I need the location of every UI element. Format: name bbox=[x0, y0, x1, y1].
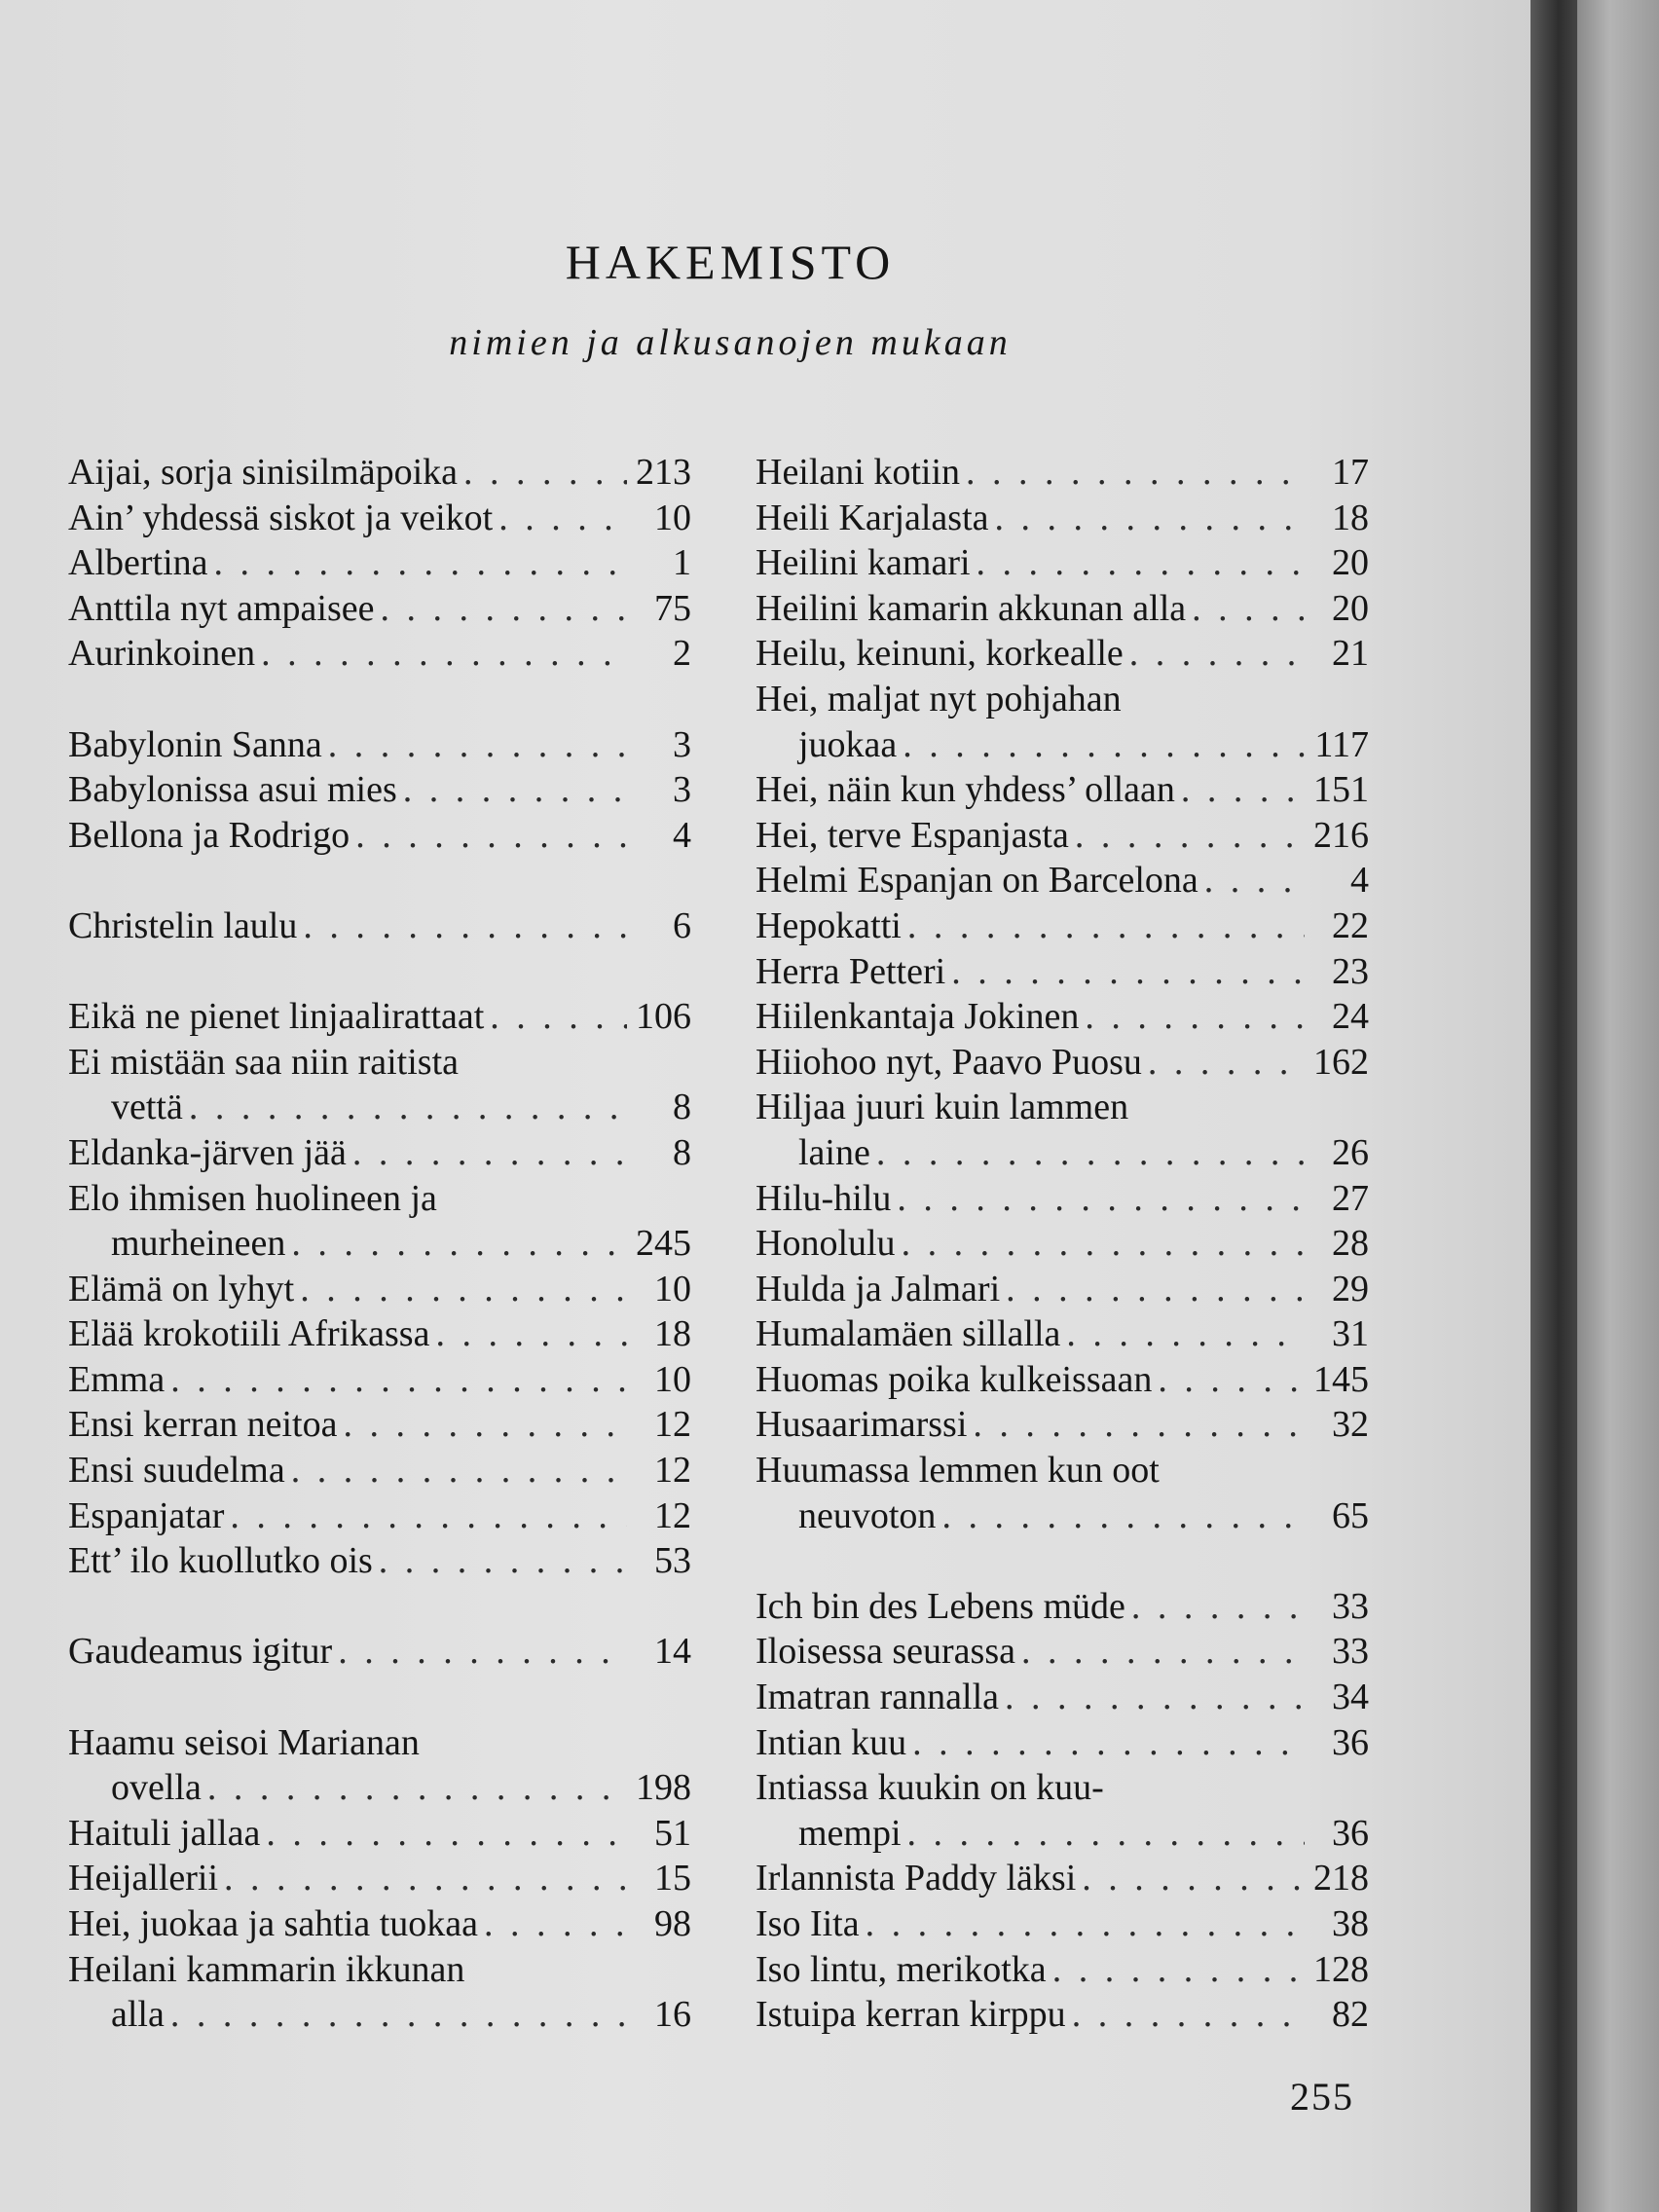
index-entry bbox=[756, 1992, 1369, 2038]
entry-page-number: 16 bbox=[654, 1994, 691, 2036]
entry-page-number: 20 bbox=[1332, 587, 1369, 629]
index-entry bbox=[756, 496, 1369, 541]
dot-leader bbox=[907, 903, 1305, 949]
dot-leader bbox=[189, 1085, 627, 1130]
entry-title: Intiassa kuukin on kuu- bbox=[756, 1767, 1104, 1809]
entry-title: Hulda ja Jalmari bbox=[756, 1268, 1001, 1309]
index-entry bbox=[68, 767, 691, 813]
dot-leader bbox=[338, 1629, 627, 1675]
entry-page-number: 1 bbox=[673, 542, 691, 584]
entry-page-number: 8 bbox=[673, 1131, 691, 1173]
entry-title: Hei, maljat nyt pohjahan bbox=[756, 678, 1122, 719]
entry-title: Heili Karjalasta bbox=[756, 497, 989, 538]
entry-page-number: 4 bbox=[1350, 860, 1369, 902]
entry-title: laine bbox=[798, 1131, 870, 1173]
entry-page-number: 33 bbox=[1332, 1631, 1369, 1673]
entry-page-number: 2 bbox=[673, 633, 691, 675]
entry-title: Bellona ja Rodrigo bbox=[68, 814, 350, 856]
page-title: HAKEMISTO bbox=[565, 235, 896, 289]
index-entry bbox=[756, 858, 1369, 903]
entry-page-number: 33 bbox=[1332, 1585, 1369, 1627]
dot-leader bbox=[1082, 1856, 1305, 1901]
entry-page-number: 27 bbox=[1332, 1177, 1369, 1219]
index-entry bbox=[68, 1402, 691, 1448]
index-entry bbox=[756, 1176, 1369, 1222]
entry-page-number: 4 bbox=[673, 814, 691, 856]
entry-page-number: 75 bbox=[654, 587, 691, 629]
dot-leader bbox=[498, 496, 627, 541]
dot-leader bbox=[224, 1856, 627, 1901]
entry-title: Humalamäen sillalla bbox=[756, 1313, 1061, 1355]
entry-page-number: 12 bbox=[654, 1404, 691, 1446]
entry-title: Aurinkoinen bbox=[68, 633, 256, 675]
entry-page-number: 36 bbox=[1332, 1721, 1369, 1763]
index-entry bbox=[756, 767, 1369, 813]
index-entry bbox=[68, 631, 691, 677]
entry-title: Haituli jallaa bbox=[68, 1812, 261, 1854]
dot-leader bbox=[977, 540, 1305, 586]
index-entry bbox=[756, 722, 1369, 768]
dot-leader bbox=[170, 1357, 627, 1403]
index-entry bbox=[756, 450, 1369, 496]
dot-leader bbox=[1192, 586, 1305, 632]
entry-title: Albertina bbox=[68, 542, 208, 584]
index-entry bbox=[68, 1992, 691, 2038]
entry-title: Imatran rannalla bbox=[756, 1677, 1000, 1718]
dot-leader bbox=[907, 1811, 1305, 1857]
dot-leader bbox=[1181, 767, 1305, 813]
entry-title: Hei, näin kun yhdess’ ollaan bbox=[756, 769, 1175, 811]
index-entry bbox=[756, 1629, 1369, 1675]
dot-leader bbox=[355, 813, 627, 859]
entry-page-number: 82 bbox=[1332, 1994, 1369, 2036]
entry-page-number: 145 bbox=[1313, 1358, 1369, 1400]
entry-page-number: 20 bbox=[1332, 542, 1369, 584]
dot-leader bbox=[903, 722, 1305, 768]
index-entry bbox=[68, 1311, 691, 1357]
entry-title: Gaudeamus igitur bbox=[68, 1631, 333, 1673]
dot-leader bbox=[1066, 1311, 1305, 1357]
dot-leader bbox=[866, 1901, 1305, 1947]
dot-leader bbox=[912, 1720, 1305, 1766]
index-entry bbox=[68, 1629, 691, 1675]
index-entry bbox=[756, 1357, 1369, 1403]
entry-page-number: 162 bbox=[1313, 1041, 1369, 1083]
index-entry bbox=[756, 1130, 1369, 1176]
index-entry bbox=[68, 1040, 691, 1086]
index-entry bbox=[68, 1811, 691, 1857]
entry-title: Elämä on lyhyt bbox=[68, 1268, 295, 1309]
dot-leader bbox=[214, 540, 627, 586]
entry-page-number: 18 bbox=[654, 1313, 691, 1355]
entry-page-number: 26 bbox=[1332, 1131, 1369, 1173]
index-entry bbox=[756, 586, 1369, 632]
entry-page-number: 10 bbox=[654, 497, 691, 538]
entry-page-number: 65 bbox=[1332, 1494, 1369, 1536]
dot-leader bbox=[230, 1493, 627, 1539]
index-entry bbox=[68, 1448, 691, 1493]
index-entry bbox=[756, 1765, 1369, 1811]
entry-title: Hiilenkantaja Jokinen bbox=[756, 996, 1080, 1038]
page-number: 255 bbox=[1290, 2075, 1354, 2119]
index-entry bbox=[756, 1221, 1369, 1267]
entry-title: Babylonissa asui mies bbox=[68, 769, 397, 811]
entry-page-number: 24 bbox=[1332, 996, 1369, 1038]
dot-leader bbox=[1006, 1267, 1305, 1312]
entry-page-number: 151 bbox=[1313, 769, 1369, 811]
entry-title: Emma bbox=[68, 1358, 166, 1400]
index-entry bbox=[68, 1176, 691, 1222]
entry-title: Hilu-hilu bbox=[756, 1177, 892, 1219]
entry-title: Hiljaa juuri kuin lammen bbox=[756, 1087, 1129, 1128]
index-entry bbox=[756, 994, 1369, 1040]
index-entry bbox=[756, 1493, 1369, 1539]
index-entry bbox=[756, 1402, 1369, 1448]
index-entry bbox=[68, 1221, 691, 1267]
entry-page-number: 98 bbox=[654, 1903, 691, 1944]
entry-title: Huumassa lemmen kun oot bbox=[756, 1450, 1160, 1492]
entry-page-number: 3 bbox=[673, 769, 691, 811]
index-entry bbox=[68, 1856, 691, 1901]
entry-page-number: 23 bbox=[1332, 950, 1369, 992]
dot-leader bbox=[266, 1811, 627, 1857]
dot-leader bbox=[343, 1402, 627, 1448]
entry-title: Iloisessa seurassa bbox=[756, 1631, 1015, 1673]
dot-leader bbox=[876, 1130, 1305, 1176]
entry-page-number: 36 bbox=[1332, 1812, 1369, 1854]
index-entry bbox=[756, 1675, 1369, 1720]
entry-title: Espanjatar bbox=[68, 1494, 225, 1536]
dot-leader bbox=[380, 586, 627, 632]
entry-page-number: 28 bbox=[1332, 1223, 1369, 1265]
book-cover-board bbox=[1577, 0, 1659, 2212]
index-entry bbox=[68, 1085, 691, 1130]
dot-leader bbox=[352, 1130, 627, 1176]
entry-title: Ain’ yhdessä siskot ja veikot bbox=[68, 497, 494, 538]
entry-title: alla bbox=[111, 1994, 165, 2036]
index-entry bbox=[68, 722, 691, 768]
entry-title: Eikä ne pienet linjaalirattaat bbox=[68, 996, 485, 1038]
entry-page-number: 10 bbox=[654, 1268, 691, 1309]
index-entry bbox=[756, 813, 1369, 859]
index-entry bbox=[68, 1357, 691, 1403]
dot-leader bbox=[261, 631, 627, 677]
entry-title: Heilini kamari bbox=[756, 542, 971, 584]
index-entry bbox=[756, 631, 1369, 677]
entry-title: Iso Iita bbox=[756, 1903, 860, 1944]
entry-page-number: 6 bbox=[673, 904, 691, 946]
entry-page-number: 32 bbox=[1332, 1404, 1369, 1446]
index-entry bbox=[756, 1856, 1369, 1901]
entry-title: Ich bin des Lebens müde bbox=[756, 1585, 1125, 1627]
entry-title: Haamu seisoi Marianan bbox=[68, 1721, 420, 1763]
index-entry bbox=[68, 1267, 691, 1312]
entry-page-number: 245 bbox=[636, 1223, 691, 1265]
dot-leader bbox=[170, 1992, 627, 2038]
dot-leader bbox=[941, 1493, 1305, 1539]
entry-title: Hiiohoo nyt, Paavo Puosu bbox=[756, 1041, 1142, 1083]
dot-leader bbox=[966, 450, 1305, 496]
dot-leader bbox=[1005, 1675, 1305, 1720]
entry-title: mempi bbox=[798, 1812, 902, 1854]
dot-leader bbox=[1129, 631, 1305, 677]
entry-page-number: 198 bbox=[636, 1767, 691, 1809]
index-column-right bbox=[756, 450, 1369, 2038]
entry-title: Elää krokotiili Afrikassa bbox=[68, 1313, 430, 1355]
dot-leader bbox=[1052, 1947, 1305, 1993]
entry-title: Heilani kammarin ikkunan bbox=[68, 1948, 465, 1990]
entry-title: ovella bbox=[111, 1767, 202, 1809]
index-column-left bbox=[68, 450, 691, 2038]
entry-title: Anttila nyt ampaisee bbox=[68, 587, 375, 629]
index-entry bbox=[68, 813, 691, 859]
entry-page-number: 21 bbox=[1332, 633, 1369, 675]
dot-leader bbox=[303, 903, 627, 949]
index-entry bbox=[756, 1448, 1369, 1493]
entry-title: Intian kuu bbox=[756, 1721, 907, 1763]
index-entry bbox=[68, 903, 691, 949]
entry-page-number: 17 bbox=[1332, 452, 1369, 493]
entry-page-number: 29 bbox=[1332, 1268, 1369, 1309]
index-entry bbox=[756, 903, 1369, 949]
entry-title: Heijallerii bbox=[68, 1858, 219, 1899]
entry-title: Herra Petteri bbox=[756, 950, 946, 992]
index-entry bbox=[68, 1538, 691, 1584]
dot-leader bbox=[1148, 1040, 1305, 1086]
page-subtitle: nimien ja alkusanojen mukaan bbox=[449, 322, 1012, 363]
dot-leader bbox=[435, 1311, 627, 1357]
entry-title: Heilini kamarin akkunan alla bbox=[756, 587, 1187, 629]
dot-leader bbox=[291, 1448, 627, 1493]
entry-title: Elo ihmisen huolineen ja bbox=[68, 1177, 437, 1219]
entry-title: Honolulu bbox=[756, 1223, 896, 1265]
dot-leader bbox=[1085, 994, 1305, 1040]
index-entry bbox=[756, 1720, 1369, 1766]
index-entry bbox=[68, 1765, 691, 1811]
entry-title: Ett’ ilo kuollutko ois bbox=[68, 1540, 373, 1582]
entry-title: Heilu, keinuni, korkealle bbox=[756, 633, 1124, 675]
dot-leader bbox=[902, 1221, 1305, 1267]
index-entry bbox=[756, 1267, 1369, 1312]
entry-page-number: 213 bbox=[636, 452, 691, 493]
entry-page-number: 18 bbox=[1332, 497, 1369, 538]
entry-title: Iso lintu, merikotka bbox=[756, 1948, 1047, 1990]
entry-page-number: 38 bbox=[1332, 1903, 1369, 1944]
index-entry bbox=[756, 1947, 1369, 1993]
entry-title: Hepokatti bbox=[756, 904, 902, 946]
index-entry bbox=[68, 1720, 691, 1766]
index-entry bbox=[756, 677, 1369, 722]
index-entry bbox=[68, 450, 691, 496]
dot-leader bbox=[463, 450, 627, 496]
entry-page-number: 22 bbox=[1332, 904, 1369, 946]
entry-title: Ei mistään saa niin raitista bbox=[68, 1041, 460, 1083]
index-entry bbox=[68, 586, 691, 632]
entry-title: Hei, juokaa ja sahtia tuokaa bbox=[68, 1903, 479, 1944]
dot-leader bbox=[1131, 1584, 1305, 1630]
entry-page-number: 12 bbox=[654, 1494, 691, 1536]
dot-leader bbox=[973, 1402, 1305, 1448]
index-entry bbox=[68, 1493, 691, 1539]
entry-title: Ensi kerran neitoa bbox=[68, 1404, 338, 1446]
dot-leader bbox=[951, 949, 1305, 995]
index-entry bbox=[68, 994, 691, 1040]
index-entry bbox=[756, 1584, 1369, 1630]
entry-title: Babylonin Sanna bbox=[68, 723, 322, 765]
dot-leader bbox=[1204, 858, 1305, 903]
dot-leader bbox=[403, 767, 627, 813]
index-entry bbox=[68, 496, 691, 541]
entry-title: Heilani kotiin bbox=[756, 452, 961, 493]
entry-page-number: 218 bbox=[1313, 1858, 1369, 1899]
entry-title: vettä bbox=[111, 1087, 183, 1128]
index-entry bbox=[68, 540, 691, 586]
dot-leader bbox=[328, 722, 627, 768]
entry-page-number: 117 bbox=[1314, 723, 1369, 765]
dot-leader bbox=[1075, 813, 1305, 859]
dot-leader bbox=[207, 1765, 627, 1811]
entry-page-number: 34 bbox=[1332, 1677, 1369, 1718]
entry-page-number: 8 bbox=[673, 1087, 691, 1128]
index-entry bbox=[756, 540, 1369, 586]
index-entry bbox=[756, 1311, 1369, 1357]
entry-title: juokaa bbox=[798, 723, 898, 765]
index-entry bbox=[68, 1947, 691, 1993]
entry-title: murheineen bbox=[111, 1223, 286, 1265]
entry-title: Eldanka-järven jää bbox=[68, 1131, 347, 1173]
entry-page-number: 51 bbox=[654, 1812, 691, 1854]
dot-leader bbox=[484, 1901, 627, 1947]
index-entry bbox=[756, 1811, 1369, 1857]
entry-title: Huomas poika kulkeissaan bbox=[756, 1358, 1153, 1400]
entry-title: Husaarimarssi bbox=[756, 1404, 968, 1446]
page-gutter-edge bbox=[1530, 0, 1577, 2212]
entry-title: Aijai, sorja sinisilmäpoika bbox=[68, 452, 459, 493]
entry-page-number: 3 bbox=[673, 723, 691, 765]
index-entry bbox=[756, 949, 1369, 995]
entry-title: Christelin laulu bbox=[68, 904, 298, 946]
entry-title: Helmi Espanjan on Barcelona bbox=[756, 860, 1198, 902]
entry-title: Ensi suudelma bbox=[68, 1450, 285, 1492]
dot-leader bbox=[490, 994, 627, 1040]
dot-leader bbox=[995, 496, 1305, 541]
dot-leader bbox=[1158, 1357, 1305, 1403]
entry-page-number: 10 bbox=[654, 1358, 691, 1400]
entry-title: Irlannista Paddy läksi bbox=[756, 1858, 1077, 1899]
dot-leader bbox=[291, 1221, 627, 1267]
index-entry bbox=[68, 1901, 691, 1947]
entry-page-number: 12 bbox=[654, 1450, 691, 1492]
entry-title: Hei, terve Espanjasta bbox=[756, 814, 1069, 856]
index-entry bbox=[68, 1130, 691, 1176]
index-entry bbox=[756, 1040, 1369, 1086]
entry-page-number: 31 bbox=[1332, 1313, 1369, 1355]
dot-leader bbox=[1072, 1992, 1305, 2038]
entry-title: Istuipa kerran kirppu bbox=[756, 1994, 1066, 2036]
entry-page-number: 128 bbox=[1313, 1948, 1369, 1990]
dot-leader bbox=[379, 1538, 627, 1584]
dot-leader bbox=[1021, 1629, 1305, 1675]
index-entry bbox=[756, 1085, 1369, 1130]
entry-title: neuvoton bbox=[798, 1494, 937, 1536]
entry-page-number: 53 bbox=[654, 1540, 691, 1582]
entry-page-number: 15 bbox=[654, 1858, 691, 1899]
entry-page-number: 216 bbox=[1313, 814, 1369, 856]
entry-page-number: 14 bbox=[654, 1631, 691, 1673]
dot-leader bbox=[897, 1176, 1305, 1222]
index-entry bbox=[756, 1901, 1369, 1947]
dot-leader bbox=[300, 1267, 627, 1312]
entry-page-number: 106 bbox=[636, 996, 691, 1038]
